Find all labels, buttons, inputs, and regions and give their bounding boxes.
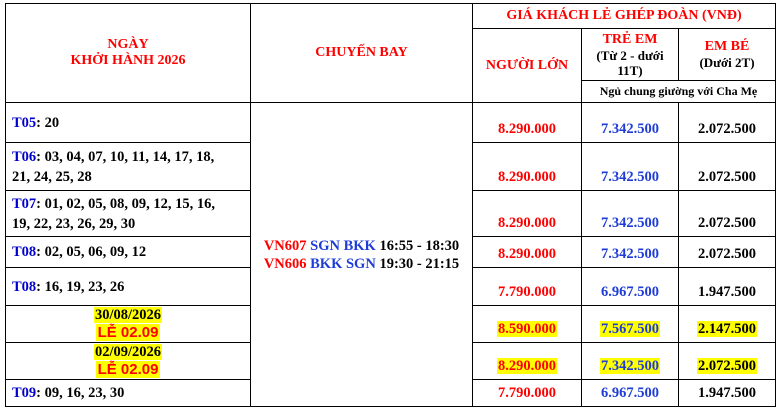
infant-header-line2: (Dưới 2T) <box>699 55 755 70</box>
flight-route: SGN BKK <box>310 237 376 254</box>
departure-dates <box>6 237 251 268</box>
child-header-line3: 11T) <box>617 62 643 78</box>
holiday-date: 30/08/2026 <box>94 306 162 323</box>
adult-price: 7.790.000 <box>473 268 582 306</box>
infant-price: 2.072.500 <box>679 343 776 380</box>
departure-dates <box>6 143 251 191</box>
infant-price: 2.072.500 <box>679 103 776 143</box>
departure-dates <box>6 268 251 306</box>
month-label: T05 <box>12 114 37 131</box>
departure-dates <box>6 191 251 237</box>
flight-line-outbound <box>251 237 472 255</box>
child-price: 6.967.500 <box>582 268 679 306</box>
child-header <box>582 29 679 81</box>
holiday-date: 02/09/2026 <box>94 343 162 360</box>
adult-price: 8.290.000 <box>473 103 582 143</box>
child-price: 7.342.500 <box>582 143 679 191</box>
departure-date-header <box>6 4 251 103</box>
shared-bed-note: Ngủ chung giường với Cha Mẹ <box>582 81 776 103</box>
infant-price: 2.072.500 <box>679 237 776 268</box>
flight-header: CHUYẾN BAY <box>251 4 473 103</box>
flight-time: 16:55 - 18:30 <box>379 237 460 254</box>
days-line2: 21, 24, 25, 28 <box>12 168 92 185</box>
child-header-line1: TRẺ EM <box>602 31 658 47</box>
child-price: 7.342.500 <box>582 191 679 237</box>
flight-code: VN607 <box>263 237 307 254</box>
adult-price: 8.290.000 <box>473 343 582 380</box>
flight-code: VN606 <box>263 255 307 272</box>
child-price: 7.342.500 <box>582 237 679 268</box>
month-label: T09 <box>12 385 37 401</box>
month-label: T06 <box>12 148 37 165</box>
adult-price: 8.290.000 <box>473 191 582 237</box>
days-line1: : 16, 19, 23, 26 <box>36 278 125 295</box>
holiday-departure <box>6 306 251 343</box>
price-group-header: GIÁ KHÁCH LẺ GHÉP ĐOÀN (VNĐ) <box>473 4 776 29</box>
infant-price: 1.947.500 <box>679 380 776 407</box>
adult-price: 8.290.000 <box>473 237 582 268</box>
infant-price: 2.072.500 <box>679 191 776 237</box>
child-price: 7.567.500 <box>582 306 679 343</box>
departure-header-line2: KHỞI HÀNH 2026 <box>70 53 186 68</box>
month-label: T08 <box>12 244 37 260</box>
child-price: 7.342.500 <box>582 343 679 380</box>
flight-info <box>251 103 473 407</box>
days-line1: : 09, 16, 23, 30 <box>36 385 125 401</box>
days-line1: : 20 <box>36 114 60 131</box>
infant-price: 2.072.500 <box>679 143 776 191</box>
month-label: T08 <box>12 278 37 295</box>
departure-header-line1: NGÀY <box>107 37 149 52</box>
infant-price: 1.947.500 <box>679 268 776 306</box>
month-label: T07 <box>12 195 37 212</box>
tour-price-table <box>5 3 776 407</box>
departure-dates <box>6 380 251 407</box>
child-price: 7.342.500 <box>582 103 679 143</box>
holiday-label: LỄ 02.09 <box>97 360 159 378</box>
days-line1: : 02, 05, 06, 09, 12 <box>36 244 147 260</box>
days-line2: 19, 22, 23, 26, 29, 30 <box>12 215 136 232</box>
adult-header: NGƯỜI LỚN <box>473 29 582 103</box>
holiday-departure <box>6 343 251 380</box>
flight-time: 19:30 - 21:15 <box>379 255 460 272</box>
adult-price: 8.290.000 <box>473 143 582 191</box>
infant-header <box>679 29 776 81</box>
days-line1: : 03, 04, 07, 10, 11, 14, 17, 18, <box>36 148 215 165</box>
days-line1: : 01, 02, 05, 08, 09, 12, 15, 16, <box>36 195 216 212</box>
holiday-label: LỄ 02.09 <box>97 323 159 341</box>
infant-header-line1: EM BÉ <box>704 39 750 54</box>
child-price: 6.967.500 <box>582 380 679 407</box>
child-header-line2: (Từ 2 - dưới <box>596 47 664 63</box>
table-row <box>6 103 776 143</box>
adult-price: 7.790.000 <box>473 380 582 407</box>
flight-route: BKK SGN <box>310 255 376 272</box>
adult-price: 8.590.000 <box>473 306 582 343</box>
infant-price: 2.147.500 <box>679 306 776 343</box>
departure-dates <box>6 103 251 143</box>
flight-line-return <box>251 255 472 273</box>
